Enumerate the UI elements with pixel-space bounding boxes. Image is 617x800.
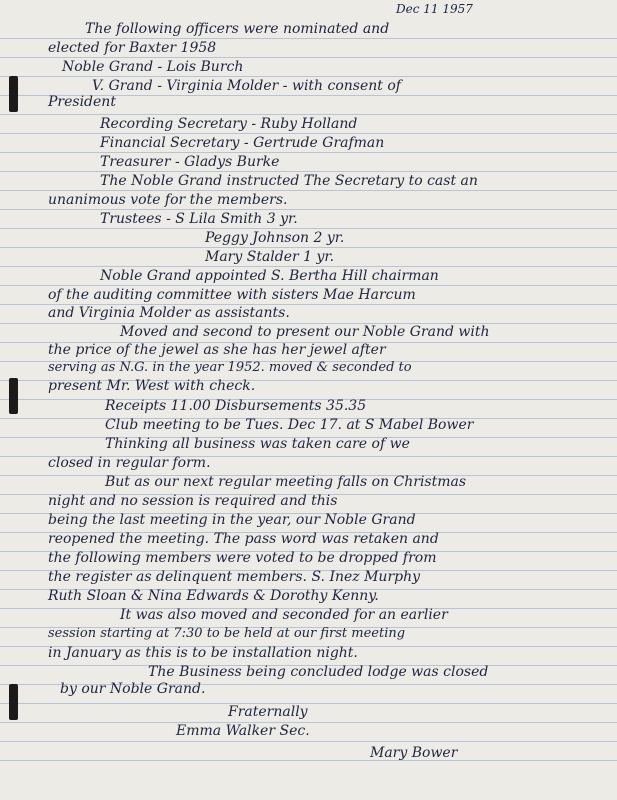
text-line: by our Noble Grand.: [60, 681, 206, 697]
text-line: closed in regular form.: [48, 455, 211, 471]
text-line: Mary Stalder 1 yr.: [205, 249, 335, 265]
text-line: unanimous vote for the members.: [48, 192, 288, 208]
text-line: Moved and second to present our Noble Grand with: [120, 324, 490, 340]
text-line: of the auditing committee with sisters Mae Harcum: [48, 287, 416, 303]
ruled-line: [0, 741, 617, 742]
text-line: serving as N.G. in the year 1952. moved & seconded to: [48, 360, 412, 375]
text-line: Ruth Sloan & Nina Edwards & Dorothy Kenny.: [48, 588, 379, 604]
binder-hole: [9, 76, 18, 112]
text-line: Thinking all business was taken care of we: [105, 436, 410, 452]
text-line: V. Grand - Virginia Molder - with consent of: [92, 78, 401, 94]
text-line: Financial Secretary - Gertrude Grafman: [100, 135, 385, 151]
binder-hole: [9, 684, 18, 720]
text-line: night and no session is required and this: [48, 493, 338, 509]
ruled-line: [0, 152, 617, 153]
text-line: Treasurer - Gladys Burke: [100, 154, 280, 170]
signature: Mary Bower: [370, 745, 458, 761]
text-line: and Virginia Molder as assistants.: [48, 305, 290, 321]
text-line: session starting at 7:30 to be held at our first meeting: [48, 626, 406, 641]
secretary-signature: Emma Walker Sec.: [176, 723, 310, 739]
text-line: The Noble Grand instructed The Secretary to cast an: [100, 173, 478, 189]
text-line: present Mr. West with check.: [48, 378, 256, 394]
text-line: the price of the jewel as she has her jewel after: [48, 342, 386, 358]
binder-hole: [9, 378, 18, 414]
text-line: in January as this is to be installation night.: [48, 645, 358, 661]
text-line: Receipts 11.00 Disbursements 35.35: [105, 398, 367, 414]
text-line: being the last meeting in the year, our Noble Grand: [48, 512, 416, 528]
text-line: Club meeting to be Tues. Dec 17. at S Mabel Bower: [105, 417, 474, 433]
ruled-line: [0, 760, 617, 761]
text-line: the register as delinquent members. S. Inez Murphy: [48, 569, 421, 585]
text-line: reopened the meeting. The pass word was retaken and: [48, 531, 439, 547]
ruled-line: [0, 703, 617, 704]
text-line: the following members were voted to be dropped from: [48, 550, 437, 566]
text-line: The Business being concluded lodge was closed: [148, 664, 489, 680]
text-line: Noble Grand appointed S. Bertha Hill chairman: [100, 268, 439, 284]
text-line: Peggy Johnson 2 yr.: [205, 230, 345, 246]
text-line: But as our next regular meeting falls on Christmas: [105, 474, 467, 490]
closing-line: Fraternally: [228, 704, 308, 720]
text-line: The following officers were nominated and: [85, 21, 390, 37]
text-line: President: [48, 94, 116, 110]
text-line: It was also moved and seconded for an earlier: [120, 607, 448, 623]
ruled-line: [0, 209, 617, 210]
entry-date: Dec 11 1957: [396, 2, 473, 16]
text-line: Noble Grand - Lois Burch: [62, 59, 244, 75]
text-line: Trustees - S Lila Smith 3 yr.: [100, 211, 298, 227]
text-line: Recording Secretary - Ruby Holland: [100, 116, 358, 132]
text-line: elected for Baxter 1958: [48, 40, 217, 56]
